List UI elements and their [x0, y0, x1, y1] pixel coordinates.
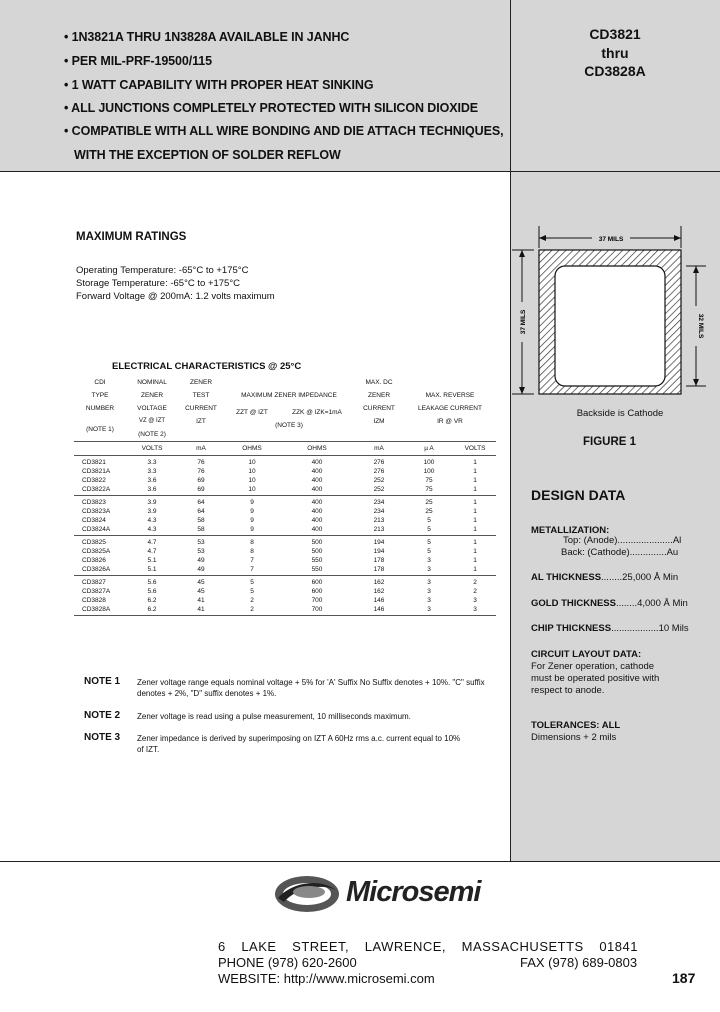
footer-divider: [0, 861, 720, 862]
value-cell: 600: [311, 579, 323, 586]
table-group: [74, 576, 496, 616]
tolerances-label: TOLERANCES: ALL: [531, 720, 621, 731]
value-cell: 49: [178, 565, 224, 576]
value-cell: 1: [473, 468, 477, 475]
phone: PHONE (978) 620-2600: [218, 955, 357, 970]
address-word: STREET,: [292, 939, 350, 954]
chip-thickness-value: ..................10 Mils: [611, 623, 689, 634]
metallization-back: Back: (Cathode)..............Au: [561, 547, 679, 558]
value-cell: 10: [248, 468, 256, 475]
rating-line: Operating Temperature: -65°C to +175°C: [76, 265, 249, 276]
value-cell: 146: [354, 605, 404, 616]
address-word: LAWRENCE,: [364, 939, 447, 954]
header-divider: [0, 171, 720, 172]
value-cell: 25: [425, 499, 433, 506]
value-cell: 400: [311, 517, 323, 524]
value-cell: 400: [311, 499, 323, 506]
value-cell: 6.2: [126, 605, 178, 616]
value-cell: 75: [425, 477, 433, 484]
value-cell: 76: [197, 459, 205, 466]
value-cell: 58: [197, 517, 205, 524]
value-cell: 252: [373, 477, 385, 484]
value-cell: 146: [373, 597, 385, 604]
value-cell: 69: [197, 477, 205, 484]
value-cell: 3: [427, 579, 431, 586]
value-cell: 400: [280, 525, 354, 536]
value-cell: 700: [280, 605, 354, 616]
value-cell: 6.2: [147, 597, 157, 604]
value-cell: 194: [373, 539, 385, 546]
rating-line: Forward Voltage @ 200mA: 1.2 volts maximum: [76, 291, 275, 302]
elec-title: ELECTRICAL CHARACTERISTICS @ 25°C: [112, 361, 302, 372]
type-number-cell: CD3822A: [74, 485, 126, 496]
circuit-line: must be operated positive with: [531, 673, 660, 684]
table-group: [74, 496, 496, 536]
value-cell: 162: [373, 579, 385, 586]
value-cell: 234: [373, 508, 385, 515]
chip-figure: [512, 226, 712, 416]
gold-thickness-label: GOLD THICKNESS: [531, 598, 616, 609]
table-row: [74, 605, 496, 616]
value-cell: 162: [373, 588, 385, 595]
chip-thickness-label: CHIP THICKNESS: [531, 623, 612, 634]
circuit-line: respect to anode.: [531, 685, 605, 696]
value-cell: 3: [454, 605, 496, 616]
part-number: CD3821: [589, 26, 641, 42]
type-number-cell: CD3828: [82, 597, 106, 604]
value-cell: 5: [427, 548, 431, 555]
value-cell: 1: [473, 539, 477, 546]
value-cell: 1: [473, 517, 477, 524]
table-row: [74, 596, 496, 605]
microsemi-logo-icon: [272, 872, 342, 916]
value-cell: 9: [250, 499, 254, 506]
fax: FAX (978) 689-0803: [520, 955, 638, 970]
column-divider: [510, 0, 511, 861]
value-cell: 3: [473, 597, 477, 604]
value-cell: 53: [197, 539, 205, 546]
table-group: [74, 536, 496, 576]
feature-line: • COMPATIBLE WITH ALL WIRE BONDING AND DIE ATTACH TECHNIQUES,: [64, 124, 504, 138]
value-cell: 25: [425, 508, 433, 515]
value-cell: 3.3: [147, 468, 157, 475]
arrow-head: [539, 235, 546, 241]
note-label: NOTE 2: [84, 710, 121, 721]
type-number-cell: CD3826A: [74, 565, 126, 576]
circuit-line: For Zener operation, cathode: [531, 661, 655, 672]
header-voltage: NOMINAL ZENER VOLTAGE VZ @ IZT (NOTE 2): [137, 379, 167, 438]
table-row: [74, 456, 496, 468]
table-row: [74, 576, 496, 588]
part-number-thru: thru: [601, 45, 629, 61]
arrow-head: [674, 235, 681, 241]
figure-title: FIGURE 1: [583, 436, 637, 448]
type-number-cell: CD3827A: [82, 588, 111, 595]
value-cell: 1: [454, 485, 496, 496]
value-cell: 3.6: [126, 485, 178, 496]
type-number-cell: CD3826: [82, 557, 106, 564]
arrow-head: [693, 266, 699, 273]
value-cell: 8: [250, 539, 254, 546]
table-row: [74, 485, 496, 496]
note-text: Zener voltage range equals nominal voltage + 5% for 'A' Suffix No Suffix denotes + 10%. "C" suffix denotes + 2%, "D" suffix denotes + 1%.: [137, 678, 485, 698]
value-cell: 45: [197, 588, 205, 595]
value-cell: 2: [224, 605, 280, 616]
value-cell: 5: [250, 579, 254, 586]
table-row: [74, 516, 496, 525]
metallization-label: METALLIZATION:: [531, 525, 610, 536]
value-cell: 252: [354, 485, 404, 496]
address-line: [218, 939, 638, 954]
table-row: [74, 476, 496, 485]
value-cell: 178: [373, 557, 385, 564]
value-cell: 1: [454, 565, 496, 576]
value-cell: 69: [178, 485, 224, 496]
value-cell: 550: [311, 557, 323, 564]
value-cell: 400: [311, 477, 323, 484]
value-cell: 276: [373, 459, 385, 466]
note-label: NOTE 1: [84, 676, 121, 687]
value-cell: 2: [473, 579, 477, 586]
value-cell: 10: [248, 477, 256, 484]
type-number-cell: CD3822: [82, 477, 106, 484]
dim-right-label: 32 MILS: [697, 313, 704, 339]
part-number: CD3828A: [584, 63, 646, 79]
note-text: Zener impedance is derived by superimposing on IZT A 60Hz rms a.c. current equal to 10% of IZT.: [137, 734, 461, 754]
value-cell: 8: [250, 548, 254, 555]
note-text: Zener voltage is read using a pulse measurement, 10 milliseconds maximum.: [137, 712, 411, 721]
value-cell: 64: [197, 499, 205, 506]
value-cell: 400: [280, 485, 354, 496]
value-cell: 213: [354, 525, 404, 536]
type-number-cell: CD3823: [82, 499, 106, 506]
electrical-characteristics-table: [74, 376, 496, 616]
value-cell: 10: [224, 485, 280, 496]
value-cell: 194: [373, 548, 385, 555]
value-cell: 1: [473, 548, 477, 555]
value-cell: 1: [473, 477, 477, 484]
max-ratings-title: MAXIMUM RATINGS: [76, 231, 187, 243]
value-cell: 5.1: [126, 565, 178, 576]
table-row: [74, 565, 496, 576]
value-cell: 3: [427, 597, 431, 604]
page-number: 187: [672, 970, 696, 986]
value-cell: 100: [423, 468, 435, 475]
value-cell: 41: [178, 605, 224, 616]
address-word: MASSACHUSETTS: [461, 939, 584, 954]
value-cell: 3: [427, 557, 431, 564]
value-cell: 53: [197, 548, 205, 555]
value-cell: 700: [311, 597, 323, 604]
type-number-cell: CD3824: [82, 517, 106, 524]
value-cell: 9: [224, 525, 280, 536]
value-cell: 600: [311, 588, 323, 595]
value-cell: 400: [311, 459, 323, 466]
table-row: [74, 587, 496, 596]
value-cell: 1: [473, 508, 477, 515]
value-cell: 4.3: [126, 525, 178, 536]
value-cell: 5: [427, 517, 431, 524]
metallization-top: Top: (Anode).....................Al: [563, 535, 682, 546]
microsemi-wordmark: Microsemi: [346, 876, 481, 908]
value-cell: 76: [197, 468, 205, 475]
al-thickness-label: AL THICKNESS: [531, 572, 602, 583]
header-leakage: MAX. REVERSE LEAKAGE CURRENT IR @ VR: [418, 392, 482, 425]
value-cell: 5.6: [147, 579, 157, 586]
value-cell: 4.7: [147, 539, 157, 546]
value-cell: 550: [280, 565, 354, 576]
table-row: [74, 556, 496, 565]
value-cell: 9: [250, 517, 254, 524]
address-word: LAKE: [241, 939, 277, 954]
note-label: NOTE 3: [84, 732, 121, 743]
type-number-cell: CD3821A: [82, 468, 111, 475]
value-cell: 2: [473, 588, 477, 595]
value-cell: 49: [197, 557, 205, 564]
value-cell: 58: [178, 525, 224, 536]
value-cell: 3.6: [147, 477, 157, 484]
table-row: [74, 496, 496, 508]
header-max-current: MAX. DC ZENER CURRENT IZM: [363, 379, 395, 425]
units-row: VOLTS mA OHMS OHMS mA µ A VOLTS: [74, 442, 496, 456]
header-type: CDI TYPE NUMBER (NOTE 1): [85, 379, 115, 433]
table-row: [74, 525, 496, 536]
value-cell: 5.6: [147, 588, 157, 595]
feature-line: • 1 WATT CAPABILITY WITH PROPER HEAT SINKING: [64, 78, 374, 92]
feature-line: WITH THE EXCEPTION OF SOLDER REFLOW: [74, 148, 341, 162]
type-number-cell: CD3825: [82, 539, 106, 546]
value-cell: 234: [373, 499, 385, 506]
website: WEBSITE: http://www.microsemi.com: [218, 971, 435, 986]
header-test-current: ZENER TEST CURRENT IZT: [185, 379, 217, 425]
arrow-head: [519, 250, 525, 257]
value-cell: 4.7: [147, 548, 157, 555]
header-impedance: MAXIMUM ZENER IMPEDANCE ZZT @ IZT ZZK @ IZK=1mA (NOTE 3): [236, 392, 342, 429]
rating-line: Storage Temperature: -65°C to +175°C: [76, 278, 241, 289]
value-cell: 178: [354, 565, 404, 576]
feature-line: • 1N3821A THRU 1N3828A AVAILABLE IN JANHC: [64, 30, 350, 44]
dim-left-label: 37 MILS: [520, 309, 527, 335]
value-cell: 400: [311, 468, 323, 475]
type-number-cell: CD3823A: [82, 508, 111, 515]
value-cell: 5: [250, 588, 254, 595]
value-cell: 3.3: [147, 459, 157, 466]
value-cell: 3.9: [147, 508, 157, 515]
value-cell: 3.9: [147, 499, 157, 506]
table-header-row: [74, 376, 496, 442]
figure-caption: Backside is Cathode: [576, 408, 664, 419]
value-cell: 41: [197, 597, 205, 604]
value-cell: 5.1: [147, 557, 157, 564]
value-cell: 7: [250, 557, 254, 564]
value-cell: 10: [248, 459, 256, 466]
value-cell: 1: [454, 525, 496, 536]
gold-thickness-value: ........4,000 Å Min: [615, 598, 688, 609]
value-cell: 500: [311, 548, 323, 555]
tolerances-value: Dimensions + 2 mils: [531, 732, 617, 743]
table-row: [74, 547, 496, 556]
value-cell: 100: [423, 459, 435, 466]
table-row: [74, 467, 496, 476]
value-cell: 5: [427, 539, 431, 546]
type-number-cell: CD3828A: [74, 605, 126, 616]
value-cell: 500: [311, 539, 323, 546]
value-cell: 7: [224, 565, 280, 576]
value-cell: 1: [473, 557, 477, 564]
type-number-cell: CD3821: [82, 459, 106, 466]
value-cell: 276: [373, 468, 385, 475]
arrow-head: [693, 379, 699, 386]
value-cell: 9: [250, 508, 254, 515]
type-number-cell: CD3825A: [82, 548, 111, 555]
value-cell: 1: [473, 499, 477, 506]
table-row: [74, 507, 496, 516]
value-cell: 64: [197, 508, 205, 515]
value-cell: 3: [404, 605, 454, 616]
dim-top-label: 37 MILS: [598, 236, 624, 243]
value-cell: 1: [473, 459, 477, 466]
table-row: [74, 536, 496, 548]
anode-pad: [555, 266, 665, 386]
circuit-layout-label: CIRCUIT LAYOUT DATA:: [531, 649, 642, 660]
type-number-cell: CD3827: [82, 579, 106, 586]
value-cell: 45: [197, 579, 205, 586]
value-cell: 213: [373, 517, 385, 524]
value-cell: 75: [404, 485, 454, 496]
type-number-cell: CD3824A: [74, 525, 126, 536]
value-cell: 2: [250, 597, 254, 604]
feature-line: • ALL JUNCTIONS COMPLETELY PROTECTED WITH SILICON DIOXIDE: [64, 101, 478, 115]
value-cell: 4.3: [147, 517, 157, 524]
address-word: 6: [218, 939, 226, 954]
arrow-head: [519, 387, 525, 394]
value-cell: 400: [311, 508, 323, 515]
design-data-title: DESIGN DATA: [531, 487, 626, 503]
feature-line: • PER MIL-PRF-19500/115: [64, 54, 212, 68]
table-group: [74, 456, 496, 496]
address-word: 01841: [599, 939, 638, 954]
value-cell: 3: [427, 588, 431, 595]
value-cell: 5: [404, 525, 454, 536]
value-cell: 3: [404, 565, 454, 576]
al-thickness-value: ........25,000 Å Min: [601, 572, 679, 583]
